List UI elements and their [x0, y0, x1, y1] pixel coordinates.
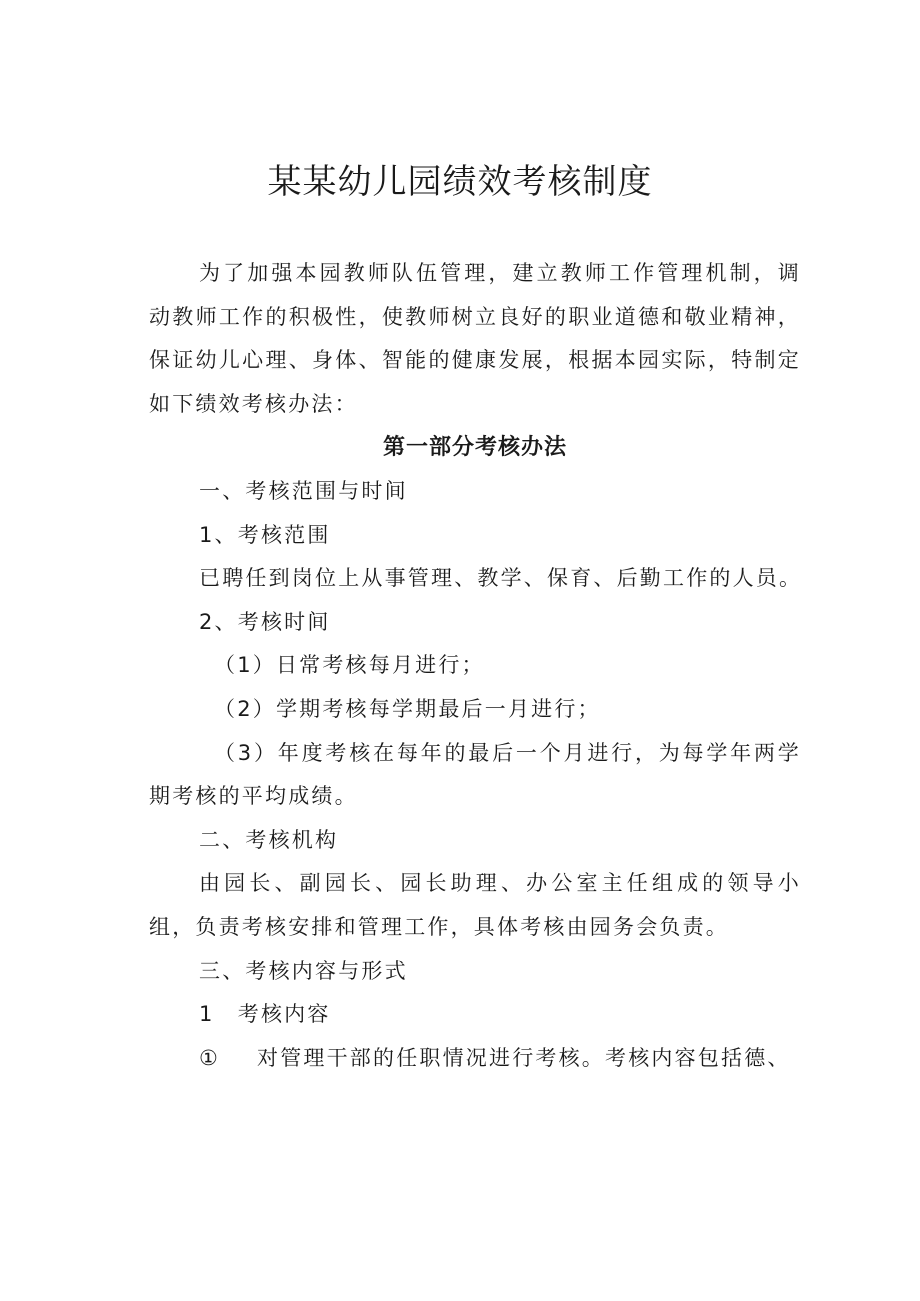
scope-text: 已聘任到岗位上从事管理、教学、保育、后勤工作的人员。 [199, 566, 803, 591]
content-subsection-heading: 1 考核内容 [199, 1002, 331, 1027]
part-one-title: 第一部分考核办法 [382, 435, 567, 461]
subsection-scope-heading: 1、考核范围 [199, 522, 331, 547]
subsection-time-heading: 2、考核时间 [199, 609, 331, 634]
item-text: 对管理干部的任职情况进行考核。考核内容包括德、 [257, 1045, 791, 1070]
item-number: ① [199, 1045, 221, 1070]
time-item-annual: （3）年度考核在每年的最后一个月进行，为每学年两学期考核的平均成绩。 [149, 740, 801, 809]
time-item-semester: （2）学期考核每学期最后一月进行； [214, 696, 601, 721]
section-three-heading: 三、考核内容与形式 [199, 958, 408, 983]
document-body [149, 252, 801, 1080]
intro-paragraph: 为了加强本园教师队伍管理，建立教师工作管理机制，调动教师工作的积极性，使教师树立良好的职业道德和敬业精神，保证幼儿心理、身体、智能的健康发展，根据本园实际，特制定如下绩效考核办法： [149, 261, 801, 416]
content-item [149, 1037, 801, 1081]
document-title: 某某幼儿园绩效考核制度 [267, 162, 653, 202]
section-two-heading: 二、考核机构 [199, 827, 339, 852]
section-one-heading: 一、考核范围与时间 [199, 478, 408, 503]
time-item-monthly: （1）日常考核每月进行； [214, 653, 485, 678]
organization-text: 由园长、副园长、园长助理、办公室主任组成的领导小组，负责考核安排和管理工作，具体考核由园务会负责。 [149, 871, 801, 939]
